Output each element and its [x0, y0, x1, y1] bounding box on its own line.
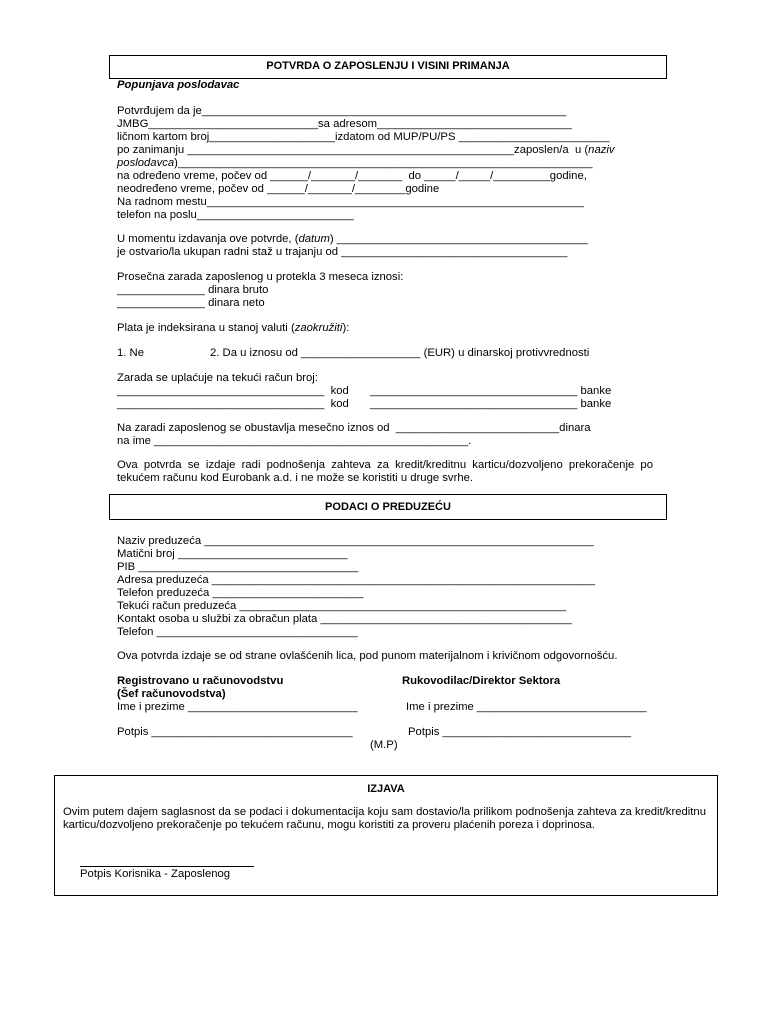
employer-subtitle: Popunjava poslodavac [117, 79, 240, 91]
authorization-notice: Ova potvrda izdaje se od strane ovlašćenih lica, pod punom materijalnom i krivičnom odgovornošću. [117, 650, 618, 662]
employee-name-line: Potvrđujem da je__________________________________________________________ [117, 105, 567, 117]
company-title: PODACI O PREDUZEĆU [325, 501, 451, 513]
director-signature-line: Potpis ______________________________ [408, 726, 632, 738]
contact-phone-field: Telefon ________________________________ [117, 626, 358, 638]
stamp-placeholder: (M.P) [370, 739, 398, 751]
company-account-field: Tekući račun preduzeća ____________________________________________________ [117, 600, 567, 612]
account-number-2: _________________________________ kod [117, 398, 349, 410]
workplace-line: Na radnom mestu____________________________________________________________ [117, 196, 584, 208]
statement-text: Ovim putem dajem saglasnost da se podaci i dokumentacija koju sam dostavio/la prilikom podnošenja zahteva za kredit/kreditnu karticu/dozvoljeno prekoračenje po tekućem računu, mogu koristiti za proveru plaćenih poreza i doprinosa. [63, 806, 706, 831]
accounting-name-line: Ime i prezime ___________________________ [117, 701, 358, 713]
permanent-line: neodređeno vreme, počev od ______/_______/________godine [117, 183, 440, 195]
accounting-signature-line: Potpis ________________________________ [117, 726, 353, 738]
company-address-field: Adresa preduzeća _____________________________________________________________ [117, 574, 596, 586]
director-name-line: Ime i prezime ___________________________ [406, 701, 647, 713]
account-intro: Zarada se uplaćuje na tekući račun broj: [117, 372, 318, 384]
accounting-title: Registrovano u računovodstvu [117, 675, 284, 687]
seniority-line: je ostvario/la ukupan radni staž u trajanju od ____________________________________ [117, 246, 568, 258]
deduction-amount-line: Na zaradi zaposlenog se obustavlja mesečno iznos od __________________________dinara [117, 422, 591, 434]
salary-net-line: ______________ dinara neto [117, 297, 265, 309]
indexation-label: Plata je indeksirana u stanoj valuti (zaokružiti): [117, 322, 350, 334]
deduction-name-line: na ime __________________________________________________. [117, 435, 472, 447]
fixed-term-line: na određeno vreme, počev od ______/_______/_______ do _____/_____/_________godine, [117, 170, 587, 182]
jmbg-address-line: JMBG___________________________sa adresom_______________________________ [117, 118, 572, 130]
user-signature-label: Potpis Korisnika - Zaposlenog [80, 868, 231, 880]
salary-gross-line: ______________ dinara bruto [117, 284, 269, 296]
id-card-line: ličnom kartom broj____________________izdatom od MUP/PU/PS ________________________ [117, 131, 610, 143]
account-bank-2: _________________________________ banke [370, 398, 612, 410]
indexation-option-no: 1. Ne [117, 347, 145, 359]
work-phone-line: telefon na poslu_________________________ [117, 209, 354, 221]
purpose-paragraph: Ova potvrda se izdaje radi podnošenja zahteva za kredit/kreditnu karticu/dozvoljeno prekoračenje po tekućem računu kod Eurobank a.d. i ne može se koristiti u druge svrhe. [117, 459, 653, 484]
document-title: POTVRDA O ZAPOSLENJU I VISINI PRIMANJA [266, 60, 510, 72]
account-bank-1: _________________________________ banke [370, 385, 612, 397]
employer-name-line: poslodavca)__________________________________________________________________ [117, 157, 593, 169]
statement-title: IZJAVA [367, 783, 405, 795]
occupation-line: po zanimanju ____________________________________________________zaposlen/a u (naziv [117, 144, 615, 156]
user-signature-line [80, 866, 254, 867]
director-title: Rukovodilac/Direktor Sektora [402, 675, 561, 687]
indexation-option-yes: 2. Da u iznosu od ___________________ (EUR) u dinarskoj protivvrednosti [210, 347, 590, 359]
registration-number-field: Matični broj ___________________________ [117, 548, 348, 560]
issue-date-line: U momentu izdavanja ove potvrde, (datum) ________________________________________ [117, 233, 589, 245]
salary-intro: Prosečna zarada zaposlenog u protekla 3 meseca iznosi: [117, 271, 404, 283]
company-name-field: Naziv preduzeća ______________________________________________________________ [117, 535, 594, 547]
accounting-subtitle: (Šef računovodstva) [117, 688, 226, 700]
payroll-contact-field: Kontakt osoba u službi za obračun plata ________________________________________ [117, 613, 572, 625]
pib-field: PIB ___________________________________ [117, 561, 359, 573]
company-phone-field: Telefon preduzeća ________________________ [117, 587, 364, 599]
account-number-1: _________________________________ kod [117, 385, 349, 397]
